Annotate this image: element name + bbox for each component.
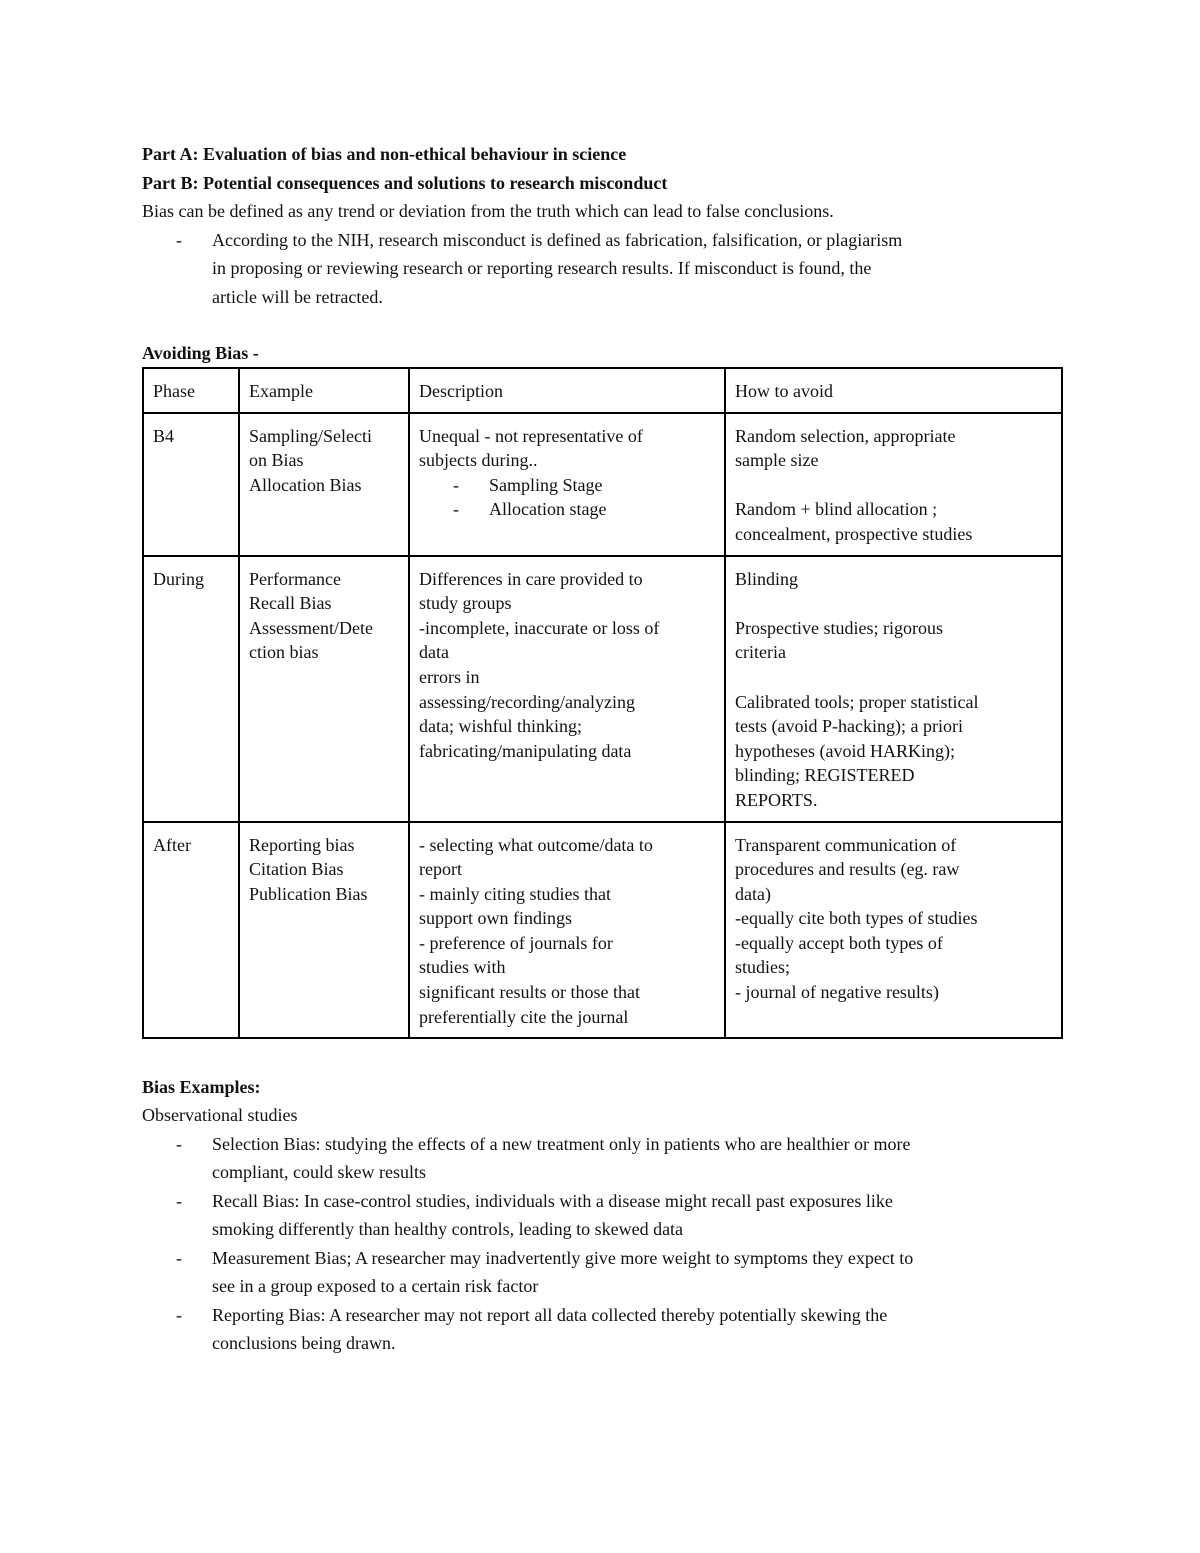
example-line: ction bias bbox=[249, 642, 319, 663]
phase-cell: During bbox=[143, 556, 239, 822]
description-cell bbox=[409, 822, 725, 1039]
how-line: sample size bbox=[735, 450, 819, 471]
description-line: -incomplete, inaccurate or loss of bbox=[419, 617, 660, 638]
how-line: concealment, prospective studies bbox=[735, 523, 973, 544]
bullet-dash: - bbox=[176, 1304, 182, 1325]
how-line: Calibrated tools; proper statistical bbox=[735, 691, 979, 712]
description-line: significant results or those that bbox=[419, 982, 640, 1003]
description-line: assessing/recording/analyzing bbox=[419, 691, 635, 712]
how-line: Transparent communication of bbox=[735, 834, 957, 855]
bullet-dash: - bbox=[453, 499, 459, 520]
table-row bbox=[143, 822, 1062, 1039]
how-line: -equally cite both types of studies bbox=[735, 908, 978, 929]
example-cell bbox=[239, 413, 409, 556]
how-line: blinding; REGISTERED bbox=[735, 765, 915, 786]
bias-definition: Bias can be defined as any trend or deviation from the truth which can lead to false conclusions. bbox=[142, 201, 834, 221]
description-line: data bbox=[419, 642, 449, 663]
list-item-line: Selection Bias: studying the effects of a new treatment only in patients who are healthier or more bbox=[212, 1133, 911, 1154]
description-line: Unequal - not representative of bbox=[419, 425, 643, 446]
list-item bbox=[142, 1301, 1062, 1358]
how-line: -equally accept both types of bbox=[735, 932, 943, 953]
list-item-line: compliant, could skew results bbox=[212, 1162, 426, 1183]
description-line: Differences in care provided to bbox=[419, 568, 643, 589]
description-bullet bbox=[419, 473, 715, 498]
avoiding-bias-table bbox=[142, 367, 1063, 1039]
header-example: Example bbox=[239, 368, 409, 413]
table-row bbox=[143, 556, 1062, 822]
how-line: Blinding bbox=[735, 568, 799, 589]
example-cell bbox=[239, 822, 409, 1039]
description-cell bbox=[409, 556, 725, 822]
how-to-avoid-cell bbox=[725, 556, 1062, 822]
example-line: Performance bbox=[249, 568, 341, 589]
description-bullet bbox=[419, 497, 715, 522]
bullet-dash: - bbox=[176, 229, 182, 250]
bias-examples-list bbox=[142, 1130, 1062, 1358]
avoiding-bias-title: Avoiding Bias - bbox=[142, 343, 259, 363]
how-line: - journal of negative results) bbox=[735, 982, 939, 1003]
list-item-line: smoking differently than healthy controls, leading to skewed data bbox=[212, 1219, 684, 1240]
part-b-heading: Part B: Potential consequences and solutions to research misconduct bbox=[142, 172, 668, 193]
header-how-to-avoid: How to avoid bbox=[725, 368, 1062, 413]
example-line: Citation Bias bbox=[249, 859, 344, 880]
description-cell bbox=[409, 413, 725, 556]
description-line: report bbox=[419, 859, 462, 880]
list-item-line: Reporting Bias: A researcher may not report all data collected thereby potentially skewing the bbox=[212, 1304, 888, 1325]
description-line: data; wishful thinking; bbox=[419, 716, 582, 737]
list-item-line: see in a group exposed to a certain risk factor bbox=[212, 1276, 539, 1297]
how-line: Prospective studies; rigorous bbox=[735, 617, 943, 638]
example-cell bbox=[239, 556, 409, 822]
list-item-line: Recall Bias: In case-control studies, individuals with a disease might recall past exposures like bbox=[212, 1190, 893, 1211]
bias-examples-title: Bias Examples: bbox=[142, 1077, 261, 1098]
example-line: Publication Bias bbox=[249, 883, 368, 904]
how-line: studies; bbox=[735, 957, 791, 978]
description-line: subjects during.. bbox=[419, 450, 538, 471]
how-line: Random selection, appropriate bbox=[735, 425, 956, 446]
bullet-line: article will be retracted. bbox=[212, 286, 383, 307]
description-line: support own findings bbox=[419, 908, 572, 929]
bullet-line: in proposing or reviewing research or reporting research results. If misconduct is found, the bbox=[212, 258, 872, 278]
part-a-heading: Part A: Evaluation of bias and non-ethical behaviour in science bbox=[142, 144, 627, 164]
table-header-row bbox=[143, 368, 1062, 413]
example-line: on Bias bbox=[249, 450, 304, 471]
list-item bbox=[142, 1130, 1062, 1187]
table-row bbox=[143, 413, 1062, 556]
description-line: preferentially cite the journal bbox=[419, 1006, 629, 1027]
bullet-dash: - bbox=[176, 1247, 182, 1268]
bullet-line: According to the NIH, research misconduct is defined as fabrication, falsification, or plagiarism bbox=[212, 229, 903, 250]
description-line: errors in bbox=[419, 666, 480, 687]
how-line: tests (avoid P-hacking); a priori bbox=[735, 716, 963, 737]
header-phase: Phase bbox=[143, 368, 239, 413]
how-line: procedures and results (eg. raw bbox=[735, 859, 960, 880]
how-line: REPORTS. bbox=[735, 789, 818, 810]
example-line: Sampling/Selecti bbox=[249, 425, 372, 446]
phase-cell: After bbox=[143, 822, 239, 1039]
description-line: - preference of journals for bbox=[419, 932, 613, 953]
bullet-dash: - bbox=[176, 1190, 182, 1211]
how-to-avoid-cell bbox=[725, 413, 1062, 556]
how-line: hypotheses (avoid HARKing); bbox=[735, 740, 955, 761]
how-line: data) bbox=[735, 883, 771, 904]
how-line: criteria bbox=[735, 642, 786, 663]
example-line: Reporting bias bbox=[249, 834, 355, 855]
phase-cell: B4 bbox=[143, 413, 239, 556]
description-line: study groups bbox=[419, 593, 512, 614]
bias-examples-subtitle: Observational studies bbox=[142, 1105, 298, 1126]
header-description: Description bbox=[409, 368, 725, 413]
list-item bbox=[142, 1244, 1062, 1301]
nih-misconduct-bullet bbox=[142, 226, 1062, 312]
bullet-text: Allocation stage bbox=[489, 499, 607, 520]
description-line: fabricating/manipulating data bbox=[419, 740, 632, 761]
how-line: Random + blind allocation ; bbox=[735, 499, 938, 520]
description-line: - selecting what outcome/data to bbox=[419, 834, 653, 855]
list-item bbox=[142, 1187, 1062, 1244]
example-line: Allocation Bias bbox=[249, 474, 362, 495]
bullet-dash: - bbox=[453, 474, 459, 495]
bullet-text: Sampling Stage bbox=[489, 474, 603, 495]
bullet-dash: - bbox=[176, 1133, 182, 1154]
how-to-avoid-cell bbox=[725, 822, 1062, 1039]
description-line: studies with bbox=[419, 957, 506, 978]
list-item-line: Measurement Bias; A researcher may inadvertently give more weight to symptoms they expect to bbox=[212, 1247, 914, 1268]
example-line: Recall Bias bbox=[249, 593, 332, 614]
document-page bbox=[142, 140, 1062, 1358]
description-line: - mainly citing studies that bbox=[419, 883, 611, 904]
list-item-line: conclusions being drawn. bbox=[212, 1333, 396, 1354]
example-line: Assessment/Dete bbox=[249, 617, 373, 638]
